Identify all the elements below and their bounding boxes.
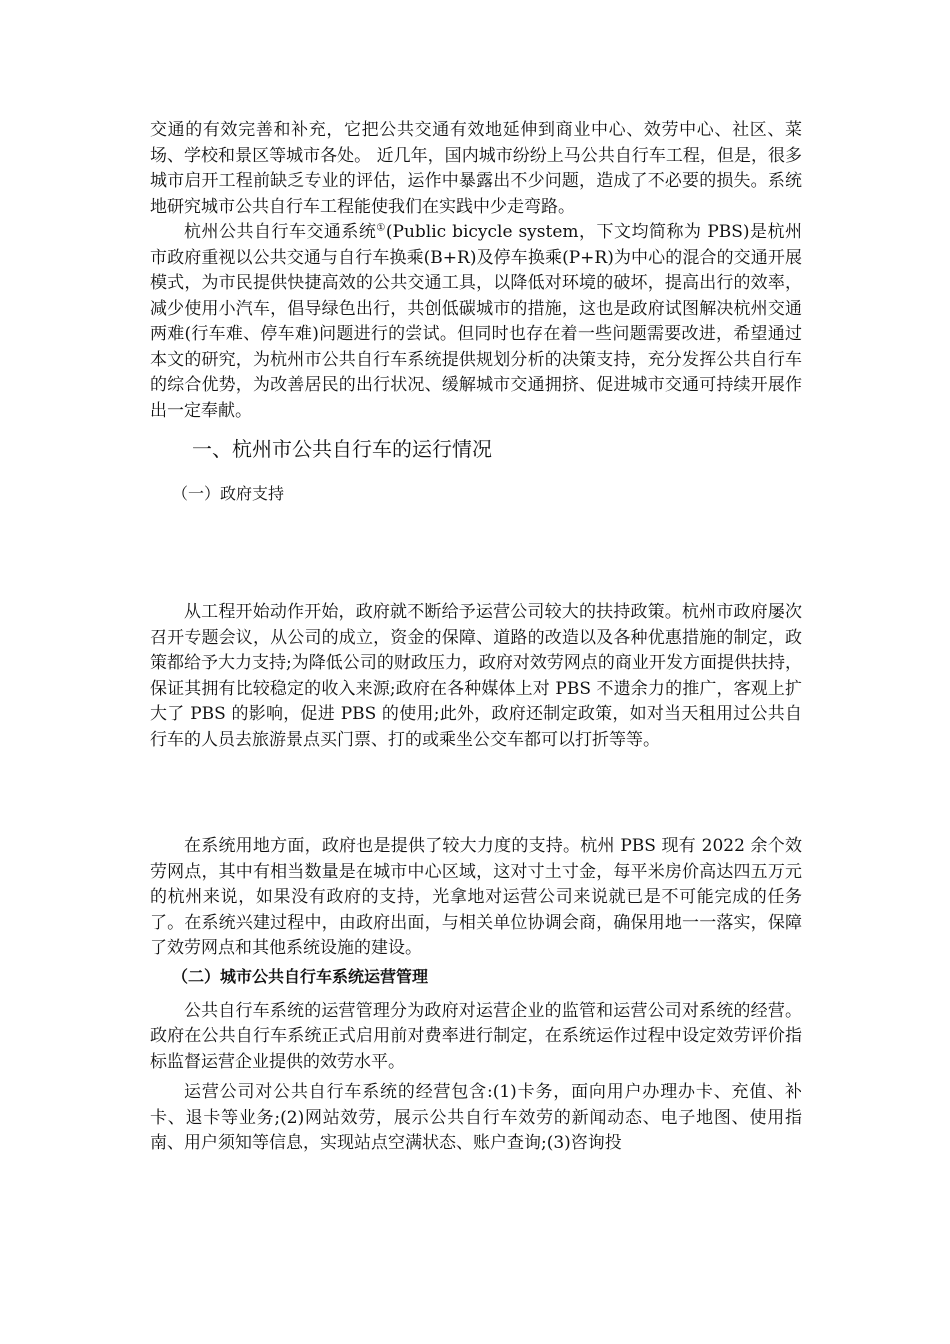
paragraph-government-policy: 从工程开始动作开始，政府就不断给予运营公司较大的扶持政策。杭州市政府屡次召开专题会议，从公司的成立，资金的保障、道路的改造以及各种优惠措施的制定，政策都给予大力支持;为降低公司的财政压力，政府对效劳网点的商业开发方面提供扶持，保证其拥有比较稳定的收入来源;政府在各种媒体上对 PBS 不遗余力的推广，客观上扩大了 PBS 的影响，促进 PBS 的使用;此外，政府还制定政策，如对当天租用过公共自行车的人员去旅游景点买门票、打的或乘坐公交车都可以打折等等。	[150, 602, 802, 750]
pbs-overview-text: (Public bicycle system，下文均简称为 PBS)是杭州市政府重视以公共交通与自行车换乘(B+R)及停车换乘(P+R)为中心的混合的交通开展模式，为市民提供快捷高效的公共交通工具，以降低对环境的破坏，提高出行的效率，减少使用小汽车，倡导绿色出行，共创低碳城市的措施，这也是政府试图解决杭州交通两难(行车难、停车难)问题进行的尝试。但同时也存在着一些问题需要改进，希望通过本文的研究，为杭州市公共自行车系统提供规划分析的决策支持，充分发挥公共自行车的综合优势，为改善居民的出行状况、缓解城市交通拥挤、促进城市交通可持续开展作出一定奉献。	[150, 222, 803, 421]
section-heading-1: 一、杭州市公共自行车的运行情况	[192, 437, 492, 461]
footnote-marker: ①	[376, 222, 386, 234]
paragraph-land-support: 在系统用地方面，政府也是提供了较大力度的支持。杭州 PBS 现有 2022 余个效劳网点，其中有相当数量是在城市中心区域，这对寸土寸金，每平米房价高达四五万元的杭州来说，如果没有政府的支持，光拿地对运营公司来说就已是不可能完成的任务了。在系统兴建过程中，由政府出面，与相关单位协调会商，确保用地一一落实，保障了效劳网点和其他系统设施的建设。	[150, 836, 802, 958]
paragraph-operation-services: 运营公司对公共自行车系统的经营包含:(1)卡务，面向用户办理办卡、充值、补卡、退卡等业务;(2)网站效劳，展示公共自行车效劳的新闻动态、电子地图、使用指南、用户须知等信息，实现站点空满状态、账户查询;(3)咨询投	[150, 1082, 802, 1153]
subsection-heading-government-support: （一）政府支持	[172, 484, 285, 503]
paragraph-pbs-overview	[150, 220, 802, 424]
subsection-heading-operation-management: （二）城市公共自行车系统运营管理	[172, 966, 429, 986]
paragraph-intro-continued: 交通的有效完善和补充，它把公共交通有效地延伸到商业中心、效劳中心、社区、菜场、学校和景区等城市各处。 近几年，国内城市纷纷上马公共自行车工程，但是，很多城市启开工程前缺乏专业的评估，运作中暴露出不少问题，造成了不必要的损失。系统地研究城市公共自行车工程能使我们在实践中少走弯路。	[150, 120, 802, 217]
paragraph-operation-overview: 公共自行车系统的运营管理分为政府对运营企业的监管和运营公司对系统的经营。政府在公共自行车系统正式启用前对费率进行制定，在系统运作过程中设定效劳评价指标监督运营企业提供的效劳水平。	[150, 1000, 802, 1072]
document-page	[150, 118, 802, 1157]
pbs-system-name: 杭州公共自行车交通系统	[184, 222, 377, 242]
